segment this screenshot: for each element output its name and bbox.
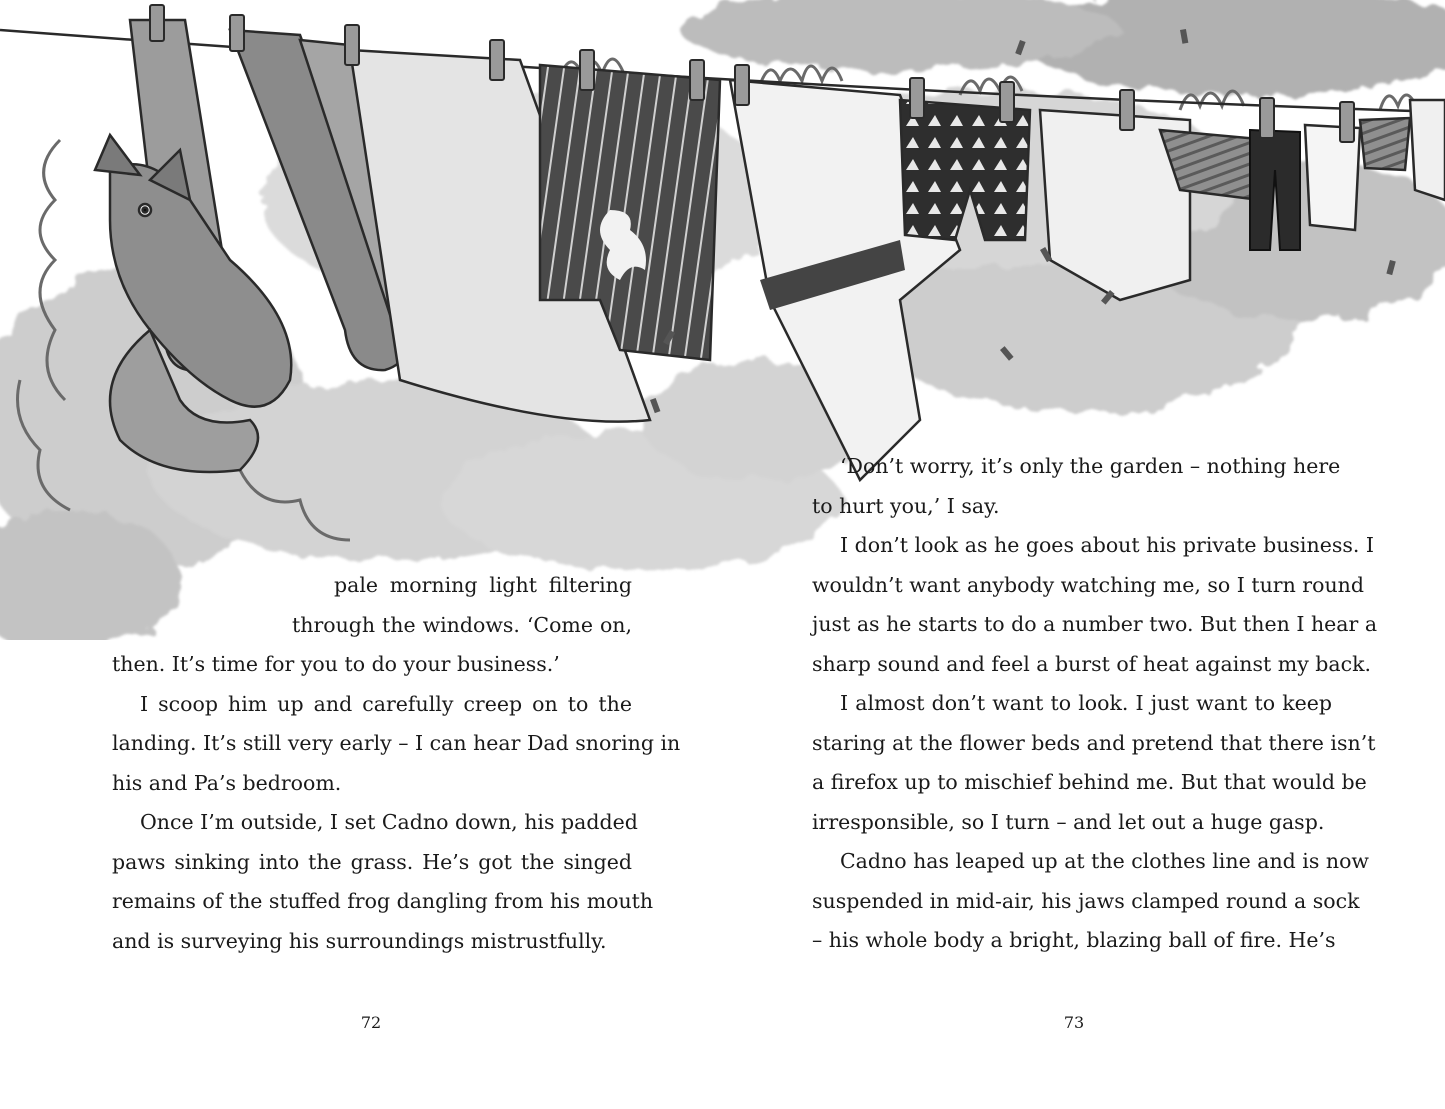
text-line: his and Pa’s bedroom.	[112, 770, 342, 795]
text-line: sharp sound and feel a burst of heat against my back.	[812, 651, 1372, 676]
paragraph-start-line: Cadno has leaped up at the clothes line and is now	[840, 849, 1369, 873]
text-line: then. It’s time for you to do your business.’	[112, 652, 560, 676]
text-line: through the windows. ‘Come on,	[292, 612, 632, 637]
text-line: a firefox up to mischief behind me. But that would be	[812, 770, 1367, 794]
text-line: pale morning light filtering	[334, 573, 632, 597]
text-line: landing. It’s still very early – I can hear Dad snoring in	[112, 731, 681, 755]
text-line: – his whole body a bright, blazing ball of fire. He’s	[812, 928, 1336, 952]
paragraph-start-line: I don’t look as he goes about his private business. I	[840, 533, 1374, 557]
text-line: irresponsible, so I turn – and let out a huge gasp.	[812, 809, 1325, 834]
text-line: just as he starts to do a number two. But then I hear a	[812, 612, 1378, 636]
paragraph-start-line: Once I’m outside, I set Cadno down, his padded	[140, 810, 638, 834]
text-line: to hurt you,’ I say.	[812, 493, 1000, 518]
page-number-left: 72	[360, 1013, 382, 1032]
text-line: remains of the stuffed frog dangling from his mouth	[112, 889, 654, 913]
text-line: wouldn’t want anybody watching me, so I turn round	[812, 572, 1364, 597]
paragraph-start-line: I scoop him up and carefully creep on to the	[140, 691, 632, 716]
text-line: staring at the flower beds and pretend that there isn’t	[812, 730, 1376, 755]
text-line: and is surveying his surroundings mistrustfully.	[112, 928, 607, 953]
left-page	[0, 0, 722, 1109]
paragraph-start-line: ‘Don’t worry, it’s only the garden – nothing here	[840, 454, 1341, 478]
text-line: suspended in mid-air, his jaws clamped round a sock	[812, 888, 1360, 913]
paragraph-start-line: I almost don’t want to look. I just want to keep	[840, 691, 1332, 715]
left-page-text	[112, 566, 681, 961]
right-page-text	[812, 447, 1378, 961]
text-line: paws sinking into the grass. He’s got the singed	[112, 849, 632, 874]
right-page	[722, 0, 1445, 1109]
page-number-right: 73	[1063, 1013, 1085, 1032]
